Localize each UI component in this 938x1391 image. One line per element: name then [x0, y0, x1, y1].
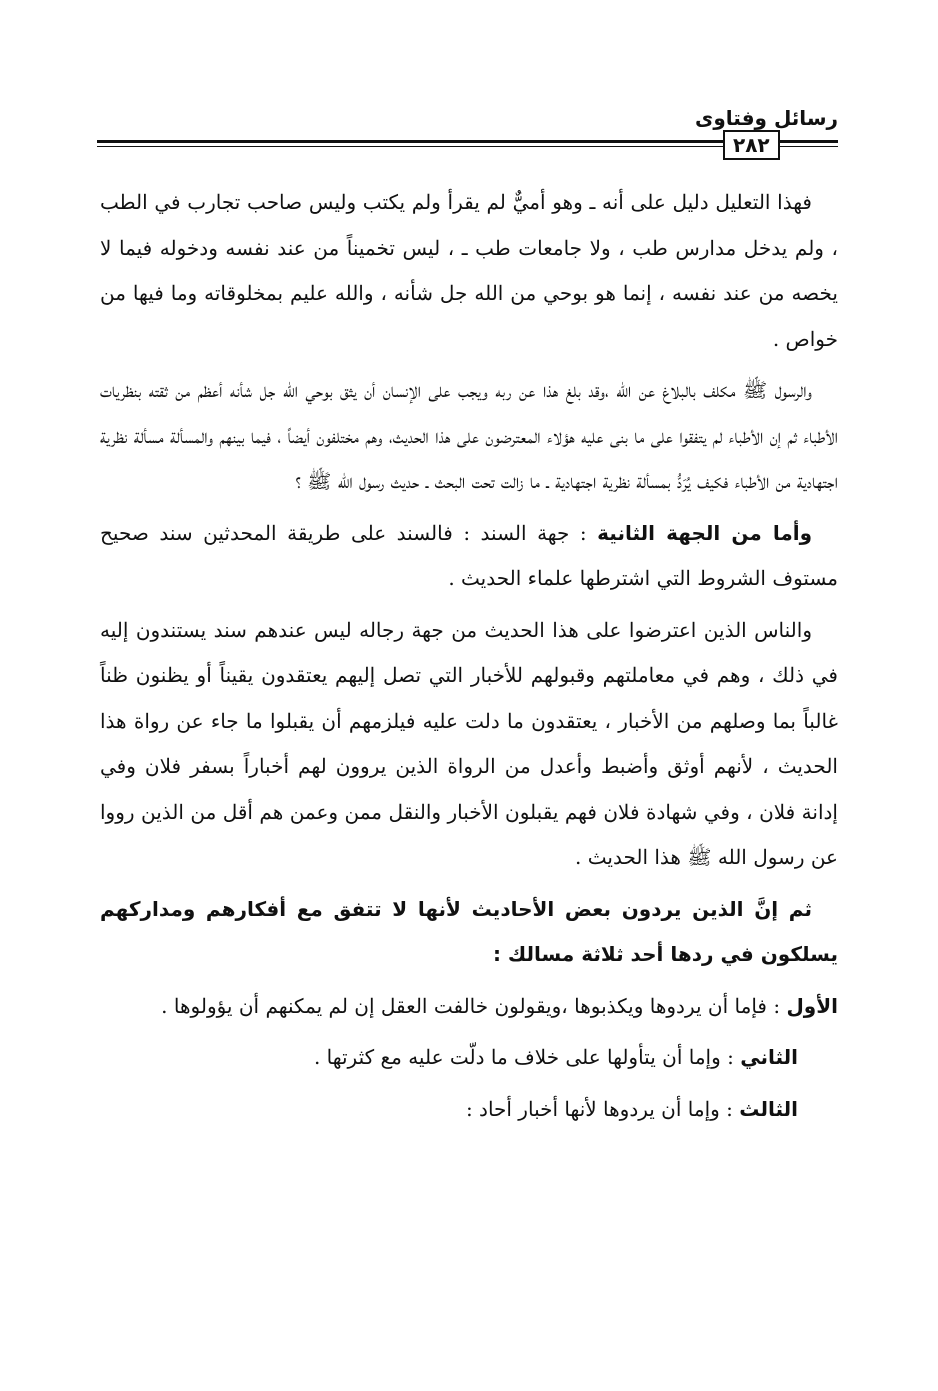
paragraph-3-text: : جهة السند : فالسند على طريقة المحدثين سند صحيح مستوف الشروط التي اشترطها علماء الحديث .: [100, 520, 838, 590]
list-item-3: [100, 1087, 798, 1133]
paragraph-3-lead: وأما من الجهة الثانية: [597, 520, 813, 545]
paragraph-3: [100, 511, 838, 602]
page-number: ٢٨٢: [723, 130, 780, 160]
list-item-2-label: الثاني: [740, 1045, 798, 1069]
list-item-2-text: : وإما أن يتأولها على خلاف ما دلّت عليه مع كثرتها .: [313, 1045, 741, 1069]
list-item-3-text: : وإما أن يردوها لأنها أخبار أحاد :: [465, 1096, 740, 1121]
list-item-1-text: : فإما أن يردوها ويكذبوها ،ويقولون خالفت العقل إن لم يمكنهم أن يؤولوها .: [161, 993, 787, 1018]
paragraph-1: فهذا التعليل دليل على أنه ـ وهو أميٌّ لم يقرأ ولم يكتب وليس صاحب تجارب في الطب ، ولم يدخل مدارس طب ، ولا جامعات طب ـ ، ليس تخميناً من عند نفسه ودخوله فيما لا يخصه من عند نفسه ، إنما هو بوحي من الله جل شأنه ، والله عليم بمخلوقاته وما فيها من خواص .: [100, 190, 838, 351]
paragraph-5: ثم إنَّ الذين يردون بعض الأحاديث لأنها لا تتفق مع أفكارهم ومداركهم يسلكون في ردها أحد ثلاثة مسالك :: [100, 896, 838, 966]
list-item-1: [100, 984, 838, 1030]
paragraph-4: والناس الذين اعترضوا على هذا الحديث من جهة رجاله ليس عندهم سند يستندون إليه في ذلك ، وهم في معاملتهم وقبولهم للأخبار التي تصل إليهم يعتقدون يقيناً أو يظنون ظناً غالباً بما وصلهم من الأخبار ، يعتقدون ما دلت عليه فيلزمهم أن يقبلوا ما جاء عن رواة هذا الحديث ، لأنهم أوثق وأضبط وأعدل من الرواة الذين يروون لهم أخباراً بسفر فلان وفي إدانة فلان ، وفي شهادة فلان فهم يقبلون الأخبار والنقل ممن وعمن هم أقل من الذين رووا عن رسول الله ﷺ هذا الحديث .: [100, 617, 838, 869]
list-item-1-label: الأول: [786, 993, 838, 1018]
list-item-2: [100, 1035, 798, 1081]
page-header: [97, 96, 838, 160]
list-item-3-label: الثالث: [739, 1096, 798, 1121]
page-body: [100, 180, 838, 1138]
paragraph-2: والرسول ﷺ مكلف بالبلاغ عن الله ،وقد بلغ هذا عن ربه ويجب على الإنسان أن يثق بوحي الله جل شأنه أعظم من ثقته بنظريات الأطباء ثم إن الأطباء لم يتفقوا على ما بنى عليه هؤلاء المعترضون على هذا الحديث، وهم مختلفون أيضاً ، فيما بينهم والمسألة مسألة نظرية اجتهادية من الأطباء فكيف يُرَدُّ بمسألة نظرية اجتهادية ـ ما زالت تحت البحث ـ حديث رسول الله ﷺ ؟: [100, 378, 838, 493]
running-title: رسائل وفتاوى: [695, 106, 838, 130]
